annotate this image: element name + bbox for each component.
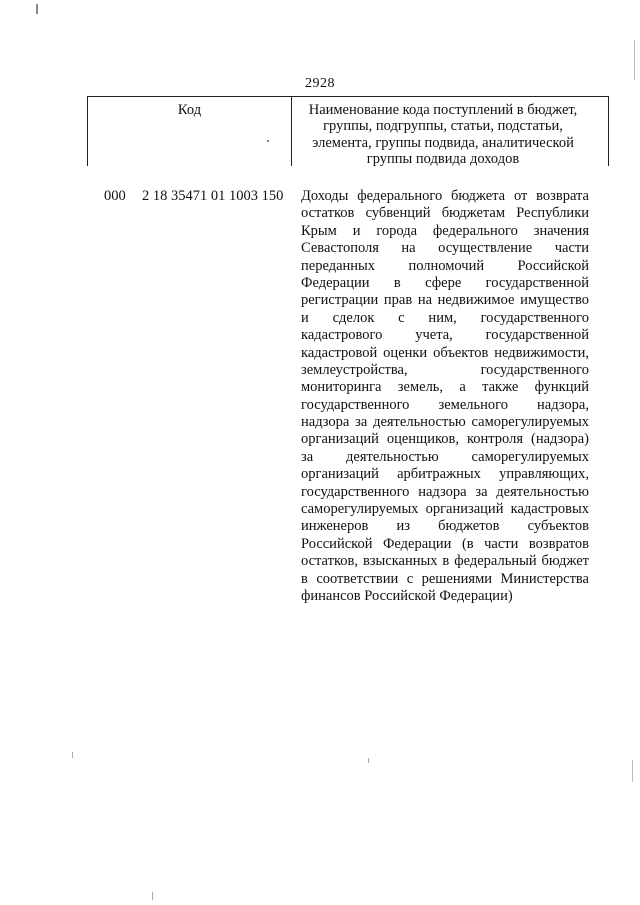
description-line: Федерации в сфере государственной [301,274,589,291]
description-line: организаций арбитражных управляющих, [301,466,589,483]
scan-speck [36,4,38,14]
header-name-line: элемента, группы подвида, аналитической [312,134,574,151]
description-line: Крым и города федерального значения [301,222,589,239]
row-income-code: 2 18 35471 01 1003 150 [142,188,284,204]
description-line: переданных полномочий Российской [301,257,589,274]
header-name-label [297,102,589,167]
scan-speck [634,40,635,80]
row-description [301,188,589,605]
description-line: в соответствии с решениями Министерства [301,570,589,587]
description-line: организаций оценщиков, контроля (надзора) [301,431,589,448]
description-line: землеустройства, государственного [301,361,589,378]
scan-speck [368,758,369,763]
scan-speck [152,892,153,900]
description-line: саморегулируемых организаций кадастровых [301,501,589,518]
header-column-divider [291,96,292,166]
description-line: остатков субвенций бюджетам Республики [301,205,589,222]
description-line: за деятельностью саморегулируемых [301,448,589,465]
header-code-label: Код [177,102,202,118]
scan-speck [632,760,633,782]
description-line: государственного надзора за деятельностью [301,483,589,500]
description-line: Севастополя на осуществление части [301,240,589,257]
header-name-line: Наименование кода поступлений в бюджет, [308,102,578,118]
description-line: финансов Российской Федерации) [301,587,513,604]
description-line: надзора за деятельностью саморегулируемых [301,414,589,431]
description-line: и сделок с ним, государственного [301,309,589,326]
description-line: кадастровой оценки объектов недвижимости, [301,344,589,361]
description-line: мониторинга земель, а также функций [301,379,589,396]
description-line: кадастрового учета, государственной [301,327,589,344]
description-line: остатков, взысканных в федеральный бюджет [301,553,589,570]
header-name-line: группы подвида доходов [366,150,520,167]
description-line: государственного земельного надзора, [301,396,589,413]
row-admin-code: 000 [104,188,126,204]
header-name-line: группы, подгруппы, статьи, подстатьи, [323,118,563,135]
description-line: инженеров из бюджетов субъектов [301,518,589,535]
page-number: 2928 [305,76,335,91]
description-line: Доходы федерального бюджета от возврата [301,188,589,204]
stray-dot [267,140,269,142]
scan-speck [72,752,73,758]
description-line: Российской Федерации (в части возвратов [301,535,589,552]
description-line: регистрации прав на недвижимое имущество [301,292,589,309]
